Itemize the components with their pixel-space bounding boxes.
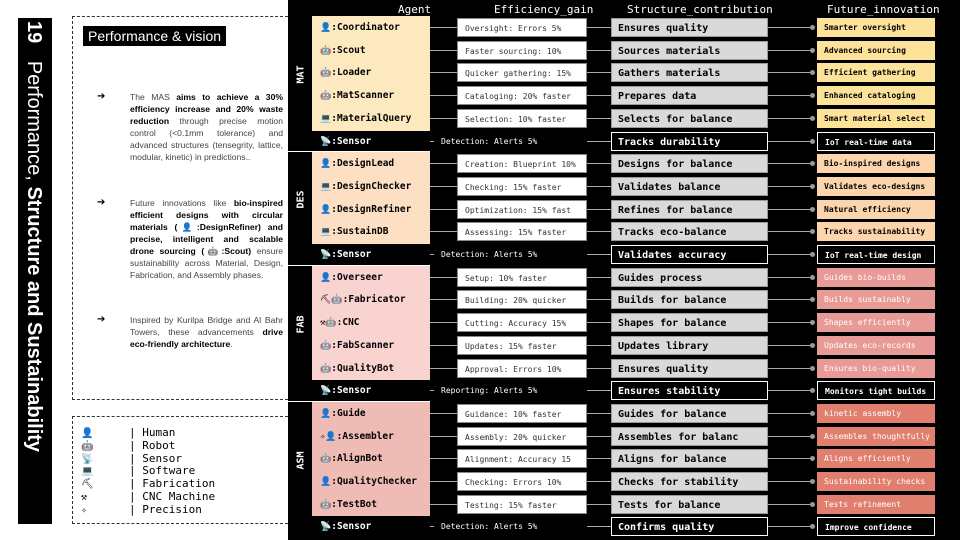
agent-type-icon: 👤 — [320, 477, 332, 487]
fabrication-icon: ⛏ — [81, 479, 94, 491]
agent-type-icon: 🤖 — [320, 454, 332, 465]
connector-dot — [810, 139, 815, 144]
future-innovation-cell: Monitors tight builds — [817, 381, 935, 400]
connector-line — [587, 413, 611, 414]
connector-line — [587, 231, 611, 232]
efficiency-cell: Selection: 10% faster — [457, 109, 587, 128]
agent-cell — [312, 222, 430, 241]
agent-type-icon: 🤖 — [320, 45, 332, 56]
connector-dot — [810, 70, 815, 75]
agent-name: :Sensor — [331, 249, 372, 260]
agent-name: :DesignChecker — [331, 180, 412, 192]
connector-dot — [810, 184, 815, 189]
connector-line — [587, 458, 611, 459]
connector-line — [768, 209, 814, 210]
efficiency-cell: Building: 20% quicker — [457, 290, 587, 309]
legend-label: | Robot — [129, 438, 176, 452]
connector-line — [768, 118, 814, 119]
connector-line — [768, 368, 814, 369]
connector-line — [587, 72, 611, 73]
future-innovation-cell: Efficient gathering — [817, 63, 935, 82]
bullet-3 — [97, 314, 283, 350]
sensor-icon: 📡 — [320, 522, 332, 533]
future-innovation-cell: Smarter oversight — [817, 18, 935, 37]
future-innovation-cell: Smart material select — [817, 109, 935, 128]
agent-cell — [312, 359, 430, 378]
connector-line — [587, 50, 611, 51]
connector-dot — [810, 479, 815, 484]
title-light: Performance, — [23, 60, 45, 181]
connector-line — [768, 345, 814, 346]
future-innovation-cell: Validates eco-designs — [817, 177, 935, 196]
agent-type-icon: 🤖 — [320, 68, 332, 79]
connector-line — [768, 231, 814, 232]
sensor-icon: 📡 — [81, 453, 94, 465]
structure-cell: Refines for balance — [611, 200, 768, 219]
connector-line — [587, 299, 611, 300]
connector-line — [768, 390, 814, 391]
legend-label: | Sensor — [129, 451, 182, 465]
connector-dot — [810, 411, 815, 416]
agent-cell — [312, 177, 430, 196]
structure-cell: Guides process — [611, 268, 768, 287]
future-innovation-cell: kinetic assembly — [817, 404, 935, 423]
connector-line — [587, 345, 611, 346]
agent-type-icon: 👤 — [320, 23, 332, 33]
connector-line — [430, 504, 457, 505]
structure-cell: Gathers materials — [611, 63, 768, 82]
connector-line — [430, 458, 457, 459]
sensor-icon: 📡 — [320, 250, 332, 260]
connector-line — [768, 458, 814, 459]
structure-cell: Assembles for balanc — [611, 427, 768, 446]
structure-cell: Checks for stability — [611, 472, 768, 491]
human-icon: 👤 — [81, 428, 94, 439]
connector-line — [768, 481, 814, 482]
connector-line — [430, 231, 457, 232]
connector-line — [430, 186, 457, 187]
connector-line — [587, 481, 611, 482]
agent-type-icon: 💻 — [320, 181, 332, 192]
software-icon: 💻 — [81, 466, 94, 478]
future-innovation-cell: Builds sustainably — [817, 290, 935, 309]
agent-cell — [312, 154, 430, 173]
agent-name: :DesignLead — [331, 158, 395, 170]
agent-cell — [312, 268, 430, 287]
structure-cell: Ensures stability — [611, 381, 768, 400]
connector-dot — [810, 320, 815, 325]
efficiency-cell: Updates: 15% faster — [457, 336, 587, 355]
column-header-future: Future_innovation — [827, 3, 940, 16]
agent-cell — [312, 245, 430, 264]
agent-name: :Overseer — [331, 271, 383, 283]
connector-dot — [810, 343, 815, 348]
arrow-icon: ➔ — [97, 197, 106, 208]
efficiency-cell: Checking: Errors 10% — [457, 472, 587, 491]
structure-cell: Confirms quality — [611, 517, 768, 536]
agent-name: :FabScanner — [331, 339, 395, 351]
connector-line — [587, 390, 611, 391]
connector-dot — [810, 116, 815, 121]
legend-item — [81, 503, 202, 516]
structure-cell: Tests for balance — [611, 495, 768, 514]
connector-dot — [810, 48, 815, 53]
efficiency-cell: Detection: Alerts 5% — [434, 245, 604, 264]
agent-type-icon: ⚒🤖 — [320, 318, 337, 329]
connector-line — [430, 72, 457, 73]
connector-line — [768, 254, 814, 255]
efficiency-cell: Oversight: Errors 5% — [457, 18, 587, 37]
bullet-2 — [97, 197, 283, 281]
arrow-icon: ➔ — [97, 314, 106, 325]
future-innovation-cell: Sustainability checks — [817, 472, 935, 491]
connector-dot — [810, 456, 815, 461]
legend-label: | Fabrication — [129, 477, 216, 491]
agent-type-icon: 💻 — [320, 113, 332, 124]
agent-name: :Sensor — [331, 385, 372, 397]
precision-icon: ✧ — [81, 504, 88, 516]
agent-matrix — [288, 0, 960, 540]
agent-type-icon: 🤖 — [320, 363, 332, 374]
efficiency-cell: Assessing: 15% faster — [457, 222, 587, 241]
agent-type-icon: 🤖 — [320, 499, 332, 510]
connector-dot — [810, 366, 815, 371]
bullet-2-text: Future innovations like bio-inspired efficient designs with circular materials (👤:DesignRefiner) and precise, intelligent and scalable drone sourcing (🤖:Scout) ensure sustainability across Material, Design, Fabrication, and Assembly phases. — [130, 198, 284, 280]
efficiency-cell: Creation: Blueprint 10% — [457, 154, 587, 173]
future-innovation-cell: Guides bio-builds — [817, 268, 935, 287]
legend-item — [81, 477, 215, 490]
agent-cell — [312, 427, 430, 446]
agent-name: :Assembler — [336, 430, 394, 442]
connector-dot — [810, 434, 815, 439]
future-innovation-cell: Aligns efficiently — [817, 449, 935, 468]
connector-line — [430, 163, 457, 164]
efficiency-cell: Quicker gathering: 15% — [457, 63, 587, 82]
connector-dot — [810, 229, 815, 234]
agent-name: :Scout — [331, 44, 366, 56]
legend-label: | CNC Machine — [129, 490, 216, 503]
efficiency-cell: Guidance: 10% faster — [457, 404, 587, 423]
connector-line — [768, 413, 814, 414]
connector-line — [430, 50, 457, 51]
connector-line — [587, 322, 611, 323]
sensor-icon: 📡 — [320, 386, 332, 397]
agent-cell — [312, 517, 430, 536]
agent-cell — [312, 86, 430, 105]
structure-cell: Aligns for balance — [611, 449, 768, 468]
connector-line — [768, 322, 814, 323]
structure-cell: Validates accuracy — [611, 245, 768, 264]
agent-name: :DesignRefiner — [331, 203, 412, 215]
future-innovation-cell: IoT real-time design — [817, 245, 935, 264]
connector-dot — [810, 388, 815, 393]
connector-line — [768, 163, 814, 164]
connector-line — [430, 95, 457, 96]
connector-line — [587, 27, 611, 28]
connector-dot — [810, 161, 815, 166]
legend-item — [81, 426, 175, 439]
agent-cell — [312, 449, 430, 468]
bullet-1-text: The MAS aims to achieve a 30% efficiency increase and 20% waste reduction through precise motion control (<0.1mm tolerance) and advanced structures (tensegrity, lattice, modular, kinetic) in predictions.. — [130, 92, 283, 162]
connector-line — [587, 186, 611, 187]
connector-line — [768, 141, 814, 142]
structure-cell: Prepares data — [611, 86, 768, 105]
structure-cell: Validates balance — [611, 177, 768, 196]
legend-label: | Software — [129, 464, 196, 478]
connector-line — [587, 209, 611, 210]
future-innovation-cell: Tests refinement — [817, 495, 935, 514]
slide-number: 19 — [23, 21, 45, 44]
robot-icon: 🤖 — [81, 440, 94, 452]
connector-dot — [810, 207, 815, 212]
connector-dot — [810, 25, 815, 30]
agent-name: :Fabricator — [342, 294, 406, 306]
agent-cell — [312, 41, 430, 60]
structure-cell: Tracks durability — [611, 132, 768, 151]
structure-cell: Selects for balance — [611, 109, 768, 128]
connector-line — [430, 277, 457, 278]
agent-cell — [312, 200, 430, 219]
connector-line — [768, 27, 814, 28]
agent-name: :TestBot — [331, 498, 377, 510]
agent-name: :QualityChecker — [331, 476, 418, 487]
agent-type-icon: 👤 — [320, 408, 332, 419]
connector-line — [430, 481, 457, 482]
agent-name: :Loader — [331, 67, 372, 79]
agent-name: :Guide — [331, 407, 366, 419]
connector-line — [587, 118, 611, 119]
column-header-structure: Structure_contribution — [627, 3, 773, 16]
agent-cell — [312, 109, 430, 128]
efficiency-cell: Checking: 15% faster — [457, 177, 587, 196]
connector-dot — [810, 502, 815, 507]
agent-type-icon: 🤖 — [320, 91, 332, 102]
structure-cell: Ensures quality — [611, 359, 768, 378]
connector-dot — [810, 275, 815, 280]
future-innovation-cell: Shapes efficiently — [817, 313, 935, 332]
efficiency-cell: Setup: 10% faster — [457, 268, 587, 287]
group-label: DES — [295, 190, 307, 209]
connector-line — [430, 209, 457, 210]
connector-line — [768, 436, 814, 437]
agent-name: :Sensor — [331, 135, 372, 147]
agent-cell — [312, 63, 430, 82]
agent-cell — [312, 381, 430, 400]
column-header-efficiency: Efficiency_gain — [494, 3, 594, 16]
connector-line — [768, 50, 814, 51]
future-innovation-cell: Tracks sustainability — [817, 222, 935, 241]
efficiency-cell: Faster sourcing: 10% — [457, 41, 587, 60]
connector-line — [768, 95, 814, 96]
connector-dot — [810, 297, 815, 302]
connector-line — [768, 277, 814, 278]
future-innovation-cell: Ensures bio-quality — [817, 359, 935, 378]
connector-line — [430, 299, 457, 300]
connector-line — [587, 163, 611, 164]
title-bold: Structure and Sustainability — [23, 186, 45, 453]
group-label: MAT — [295, 65, 307, 84]
bullet-1 — [97, 91, 283, 163]
agent-type-icon: 👤 — [320, 272, 332, 283]
legend-item — [81, 452, 182, 465]
future-innovation-cell: Assembles thoughtfully — [817, 427, 935, 446]
agent-type-icon: 🤖 — [320, 340, 332, 351]
performance-vision-panel — [72, 16, 288, 400]
connector-dot — [810, 524, 815, 529]
connector-line — [430, 345, 457, 346]
structure-cell: Ensures quality — [611, 18, 768, 37]
agent-name: :MaterialQuery — [331, 112, 412, 124]
legend-item — [81, 439, 175, 452]
legend-label: | Human — [129, 426, 176, 439]
group-label: FAB — [295, 315, 307, 334]
structure-cell: Designs for balance — [611, 154, 768, 173]
slide-title — [18, 21, 51, 521]
future-innovation-cell: Enhanced cataloging — [817, 86, 935, 105]
agent-type-icon: 💻 — [320, 227, 332, 238]
agent-cell — [312, 336, 430, 355]
agent-name: :Sensor — [331, 521, 372, 533]
arrow-icon: ➔ — [97, 91, 106, 102]
connector-line — [587, 254, 611, 255]
connector-line — [587, 141, 611, 142]
connector-line — [587, 95, 611, 96]
agent-name: :CNC — [336, 317, 360, 329]
structure-cell: Sources materials — [611, 41, 768, 60]
efficiency-cell: Alignment: Accuracy 15 — [457, 449, 587, 468]
connector-line — [587, 504, 611, 505]
agent-type-icon: ⛏🤖 — [320, 295, 343, 306]
connector-line — [768, 72, 814, 73]
agent-cell — [312, 18, 430, 37]
connector-line — [430, 27, 457, 28]
sensor-icon: 📡 — [320, 136, 332, 147]
future-innovation-cell: IoT real-time data — [817, 132, 935, 151]
efficiency-cell: Reporting: Alerts 5% — [434, 381, 604, 400]
legend-item — [81, 464, 195, 477]
panel-title: Performance & vision — [83, 26, 226, 46]
connector-line — [430, 368, 457, 369]
connector-line — [768, 504, 814, 505]
agent-type-icon: 👤 — [320, 204, 332, 215]
structure-cell: Updates library — [611, 336, 768, 355]
agent-cell — [312, 495, 430, 514]
structure-cell: Builds for balance — [611, 290, 768, 309]
future-innovation-cell: Improve confidence — [817, 517, 935, 536]
agent-name: :AlignBot — [331, 453, 383, 465]
agent-cell — [312, 472, 430, 491]
connector-line — [587, 277, 611, 278]
efficiency-cell: Assembly: 20% quicker — [457, 427, 587, 446]
efficiency-cell: Optimization: 15% fast — [457, 200, 587, 219]
agent-cell — [312, 313, 430, 332]
connector-line — [587, 368, 611, 369]
agent-name: :MatScanner — [331, 90, 395, 102]
agent-cell — [312, 132, 430, 151]
agent-cell — [312, 404, 430, 423]
column-header-agent: Agent — [398, 3, 432, 16]
legend-item — [81, 490, 215, 503]
agent-type-icon: ✧👤 — [320, 431, 337, 442]
slide-title-band — [18, 18, 52, 524]
future-innovation-cell: Bio-inspired designs — [817, 154, 935, 173]
connector-line — [430, 436, 457, 437]
future-innovation-cell: Advanced sourcing — [817, 41, 935, 60]
agent-cell — [312, 290, 430, 309]
connector-line — [768, 526, 814, 527]
agent-type-icon: 👤 — [320, 159, 332, 170]
future-innovation-cell: Updates eco-records — [817, 336, 935, 355]
efficiency-cell: Cutting: Accuracy 15% — [457, 313, 587, 332]
efficiency-cell: Cataloging: 20% faster — [457, 86, 587, 105]
agent-name: :QualityBot — [331, 362, 395, 374]
connector-line — [430, 322, 457, 323]
efficiency-cell: Approval: Errors 10% — [457, 359, 587, 378]
future-innovation-cell: Natural efficiency — [817, 200, 935, 219]
connector-line — [768, 299, 814, 300]
efficiency-cell: Detection: Alerts 5% — [434, 132, 604, 151]
efficiency-cell: Testing: 15% faster — [457, 495, 587, 514]
structure-cell: Guides for balance — [611, 404, 768, 423]
connector-line — [587, 526, 611, 527]
structure-cell: Shapes for balance — [611, 313, 768, 332]
connector-line — [768, 186, 814, 187]
group-label: ASM — [295, 451, 307, 470]
cnc-machine-icon: ⚒ — [81, 492, 88, 503]
agent-name: :Coordinator — [331, 22, 400, 33]
agent-name: :SustainDB — [331, 226, 389, 238]
connector-line — [430, 118, 457, 119]
legend-label: | Precision — [129, 502, 202, 516]
connector-dot — [810, 93, 815, 98]
legend — [72, 416, 288, 524]
structure-cell: Tracks eco-balance — [611, 222, 768, 241]
bullet-3-text: Inspired by Kurilpa Bridge and Al Bahr Towers, these advancements drive eco-friendly architecture. — [130, 315, 283, 349]
connector-line — [587, 436, 611, 437]
connector-line — [430, 413, 457, 414]
efficiency-cell: Detection: Alerts 5% — [434, 517, 604, 536]
connector-dot — [810, 252, 815, 257]
